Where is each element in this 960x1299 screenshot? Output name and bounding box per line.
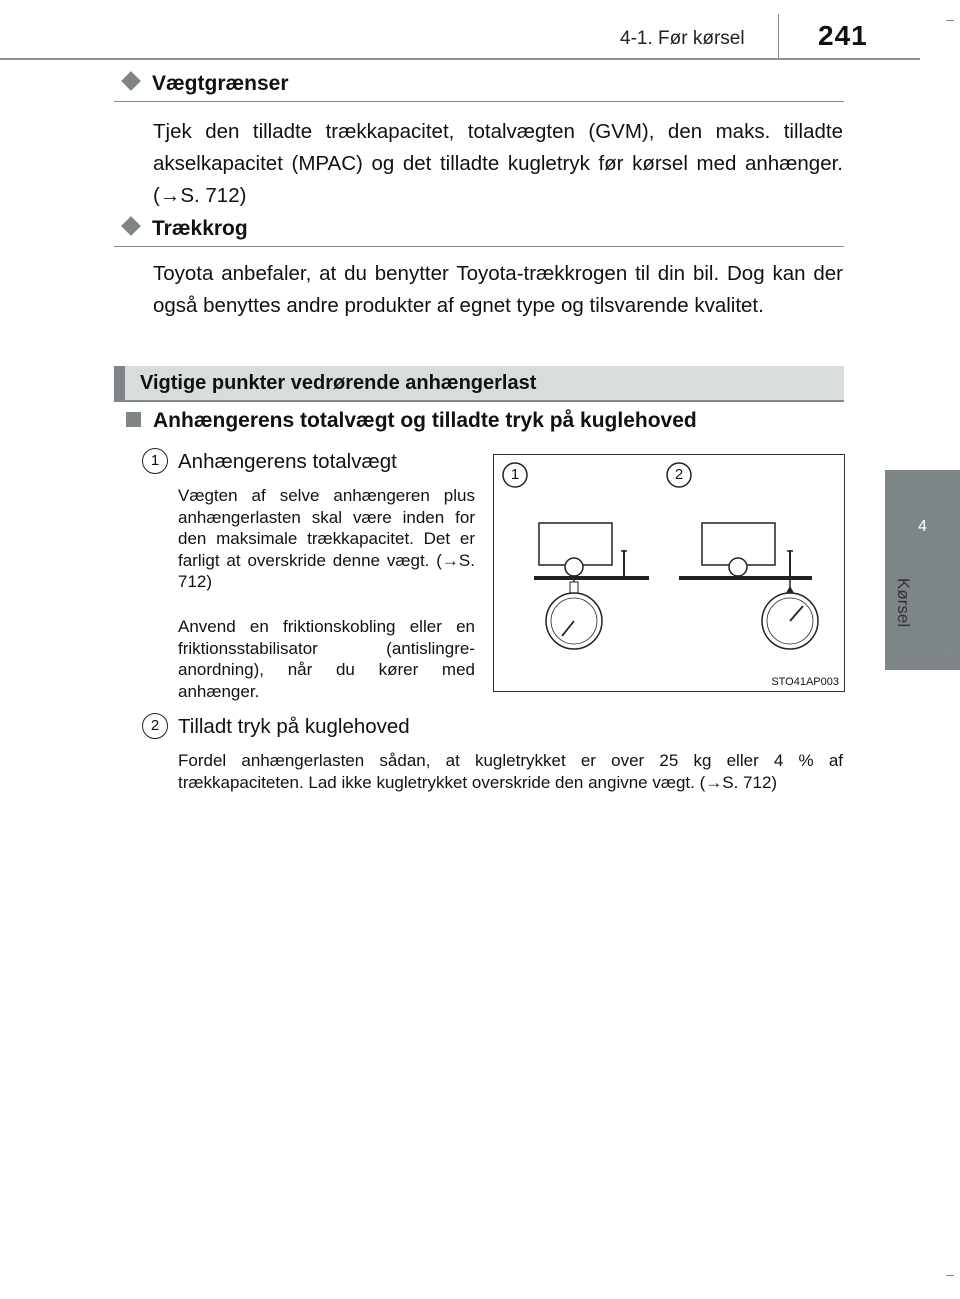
edge-tick [946, 20, 954, 21]
callout-number: 2 [142, 713, 168, 739]
diamond-bullet-icon [121, 71, 141, 91]
edge-tick [946, 1275, 954, 1276]
item-title: Tilladt tryk på kuglehoved [178, 715, 410, 738]
trailer-scale-illustration [494, 455, 844, 691]
section-body: Tjek den tilladte trækkapacitet, totalvægten (GVM), den maks. tilladte akselkapacitet (MPAC) og det tilladte kugletryk før kørsel med anhænger. (→S. 712) [153, 120, 843, 207]
banner-accent [114, 366, 125, 402]
section-body: Toyota anbefaler, at du benytter Toyota-trækkrogen til din bil. Dog kan der også benyttes andre produkter af egnet type og tilsvarende kvalitet. [153, 262, 843, 317]
square-bullet-icon [126, 412, 141, 427]
subheading: Anhængerens totalvægt og tilladte tryk på kuglehoved [126, 409, 697, 433]
trailer-weight-figure [493, 454, 845, 692]
section-rule [114, 246, 844, 247]
chapter-label: Kørsel [894, 578, 913, 628]
page-number: 241 [818, 20, 868, 51]
header-section-title: 4-1. Før kørsel [620, 28, 745, 49]
diamond-bullet-icon [121, 216, 141, 236]
banner-title: Vigtige punkter vedrørende anhængerlast [140, 372, 537, 394]
chapter-tab[interactable] [885, 470, 960, 670]
header-rule [0, 58, 920, 60]
section-rule [114, 101, 844, 102]
item-title: Anhængerens totalvægt [178, 450, 397, 473]
figure-callout-label: 2 [674, 466, 684, 483]
item-paragraph: Fordel anhængerlasten sådan, at kugletrykket er over 25 kg eller 4 % af trækkapaciteten. Lad ikke kugletrykket overskride den angivne vægt. (→S. 712) [178, 751, 843, 792]
section-heading: Trækkrog [124, 217, 248, 241]
chapter-number: 4 [918, 518, 927, 535]
item-paragraph: Vægten af selve anhængeren plus anhængerlasten skal være inden for den maksimale trækkapacitet. Det er farligt at overskride denne vægt. (→S. 712) [178, 486, 475, 591]
callout-number: 1 [142, 448, 168, 474]
header-divider [778, 14, 779, 58]
figure-callout-label: 1 [510, 466, 520, 483]
section-heading: Vægtgrænser [124, 72, 289, 96]
edge-tick [946, 650, 954, 651]
item-paragraph: Anvend en friktionskobling eller en friktionsstabilisator (antislingre-anordning), når du kører med anhænger. [178, 617, 475, 701]
figure-code: STO41AP003 [771, 676, 839, 688]
